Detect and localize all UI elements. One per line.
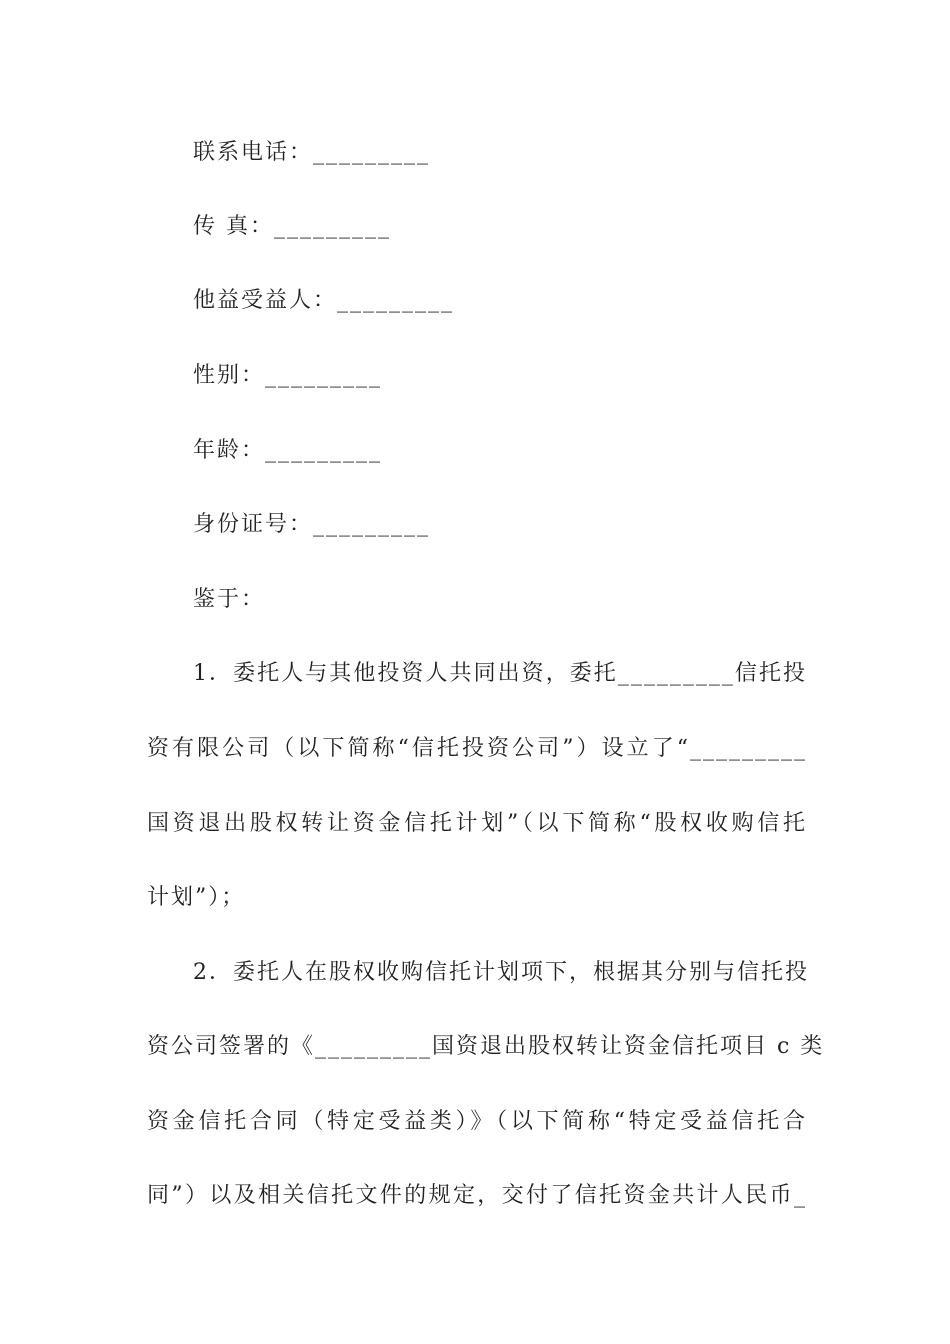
- fax-field: 传 真：_________: [193, 214, 391, 239]
- age-field: 年龄：_________: [193, 438, 383, 463]
- clause-1-line: 资有限公司（以下简称“信托投资公司”）设立了“_________: [147, 736, 807, 761]
- whereas-heading: 鉴于：: [193, 587, 266, 612]
- clause-1-line: 计划”）；: [147, 885, 246, 910]
- clause-1-line: 国资退出股权转让资金信托计划”（以下简称“股权收购信托: [147, 811, 807, 836]
- clause-2-line: 同”）以及相关信托文件的规定，交付了信托资金共计人民币_: [147, 1183, 807, 1208]
- beneficiary-field: 他益受益人：_________: [193, 288, 455, 313]
- clause-2-line: 资公司签署的《_________国资退出股权转让资金信托项目 c 类: [147, 1034, 825, 1059]
- id-number-field: 身份证号：_________: [193, 512, 431, 537]
- gender-field: 性别：_________: [193, 363, 383, 388]
- clause-2-line: 资金信托合同（特定受益类）》（以下简称“特定受益信托合: [147, 1109, 807, 1134]
- contact-phone-field: 联系电话：_________: [193, 140, 431, 165]
- clause-2-line: 2．委托人在股权收购信托计划项下，根据其分别与信托投: [193, 960, 809, 985]
- clause-1-line: 1．委托人与其他投资人共同出资，委托_________信托投: [193, 661, 807, 686]
